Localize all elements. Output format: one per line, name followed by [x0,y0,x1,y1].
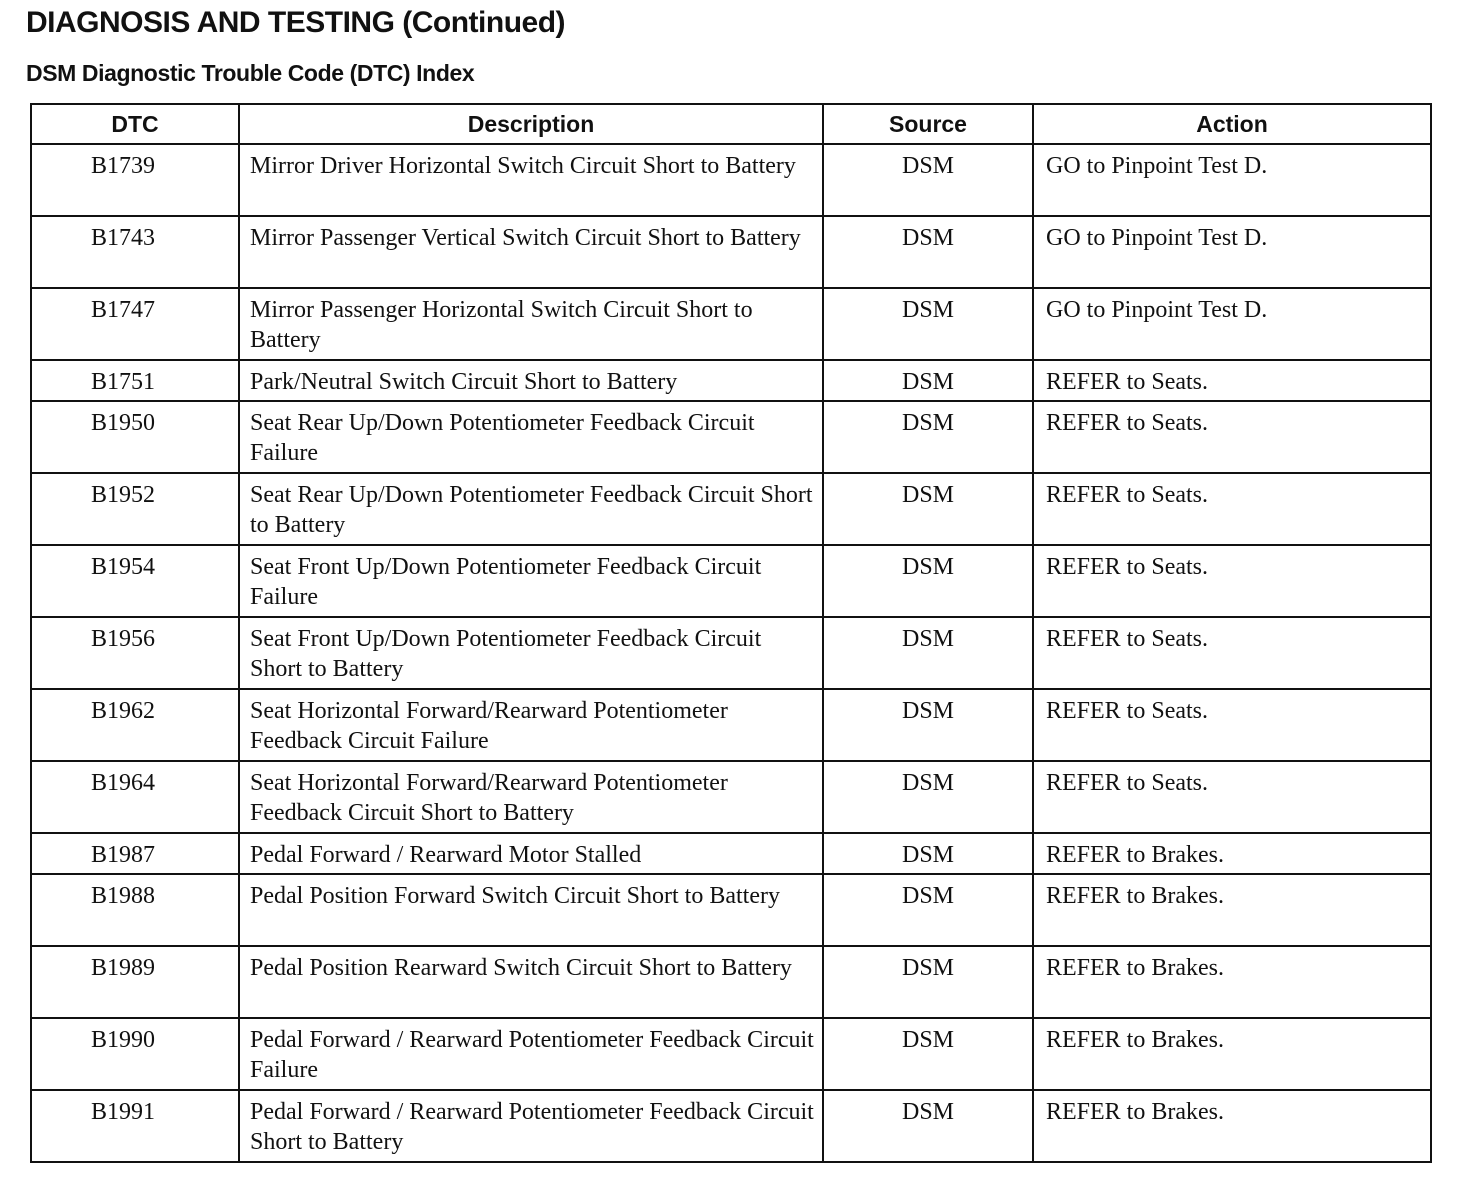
dtc-source: DSM [823,833,1033,874]
dtc-description: Pedal Position Rearward Switch Circuit Short to Battery [239,946,823,1018]
dtc-code: B1743 [31,216,239,288]
dtc-source: DSM [823,946,1033,1018]
dtc-action: REFER to Brakes. [1033,833,1431,874]
dtc-source: DSM [823,288,1033,360]
table-row [31,761,1431,833]
table-row [31,1018,1431,1090]
dtc-source: DSM [823,874,1033,946]
dtc-description: Seat Rear Up/Down Potentiometer Feedback Circuit Short to Battery [239,473,823,545]
dtc-description: Park/Neutral Switch Circuit Short to Battery [239,360,823,401]
dtc-source: DSM [823,360,1033,401]
table-row [31,874,1431,946]
dtc-code: B1739 [31,144,239,216]
dtc-action: GO to Pinpoint Test D. [1033,288,1431,360]
dtc-code: B1962 [31,689,239,761]
table-row [31,545,1431,617]
dtc-description: Seat Front Up/Down Potentiometer Feedback Circuit Short to Battery [239,617,823,689]
dtc-source: DSM [823,761,1033,833]
dtc-code: B1950 [31,401,239,473]
table-row [31,689,1431,761]
dtc-description: Seat Rear Up/Down Potentiometer Feedback Circuit Failure [239,401,823,473]
dtc-code: B1990 [31,1018,239,1090]
dtc-description: Mirror Passenger Vertical Switch Circuit Short to Battery [239,216,823,288]
dtc-action: REFER to Seats. [1033,617,1431,689]
table-row [31,360,1431,401]
dtc-action: REFER to Seats. [1033,473,1431,545]
dtc-action: REFER to Brakes. [1033,1090,1431,1162]
table-row [31,1090,1431,1162]
column-header-action: Action [1033,104,1431,144]
table-row [31,617,1431,689]
table-row [31,401,1431,473]
dtc-code: B1989 [31,946,239,1018]
dtc-description: Seat Horizontal Forward/Rearward Potentiometer Feedback Circuit Failure [239,689,823,761]
dtc-action: REFER to Seats. [1033,689,1431,761]
dtc-index-table [30,103,1432,1163]
dtc-action: REFER to Brakes. [1033,946,1431,1018]
dtc-source: DSM [823,401,1033,473]
dtc-description: Seat Horizontal Forward/Rearward Potentiometer Feedback Circuit Short to Battery [239,761,823,833]
dtc-source: DSM [823,144,1033,216]
table-row [31,473,1431,545]
table-header-row [31,104,1431,144]
dtc-code: B1988 [31,874,239,946]
dtc-code: B1952 [31,473,239,545]
dtc-description: Mirror Driver Horizontal Switch Circuit Short to Battery [239,144,823,216]
dtc-code: B1954 [31,545,239,617]
dtc-description: Pedal Forward / Rearward Motor Stalled [239,833,823,874]
column-header-source: Source [823,104,1033,144]
column-header-description: Description [239,104,823,144]
dtc-action: GO to Pinpoint Test D. [1033,144,1431,216]
dtc-source: DSM [823,689,1033,761]
dtc-action: REFER to Seats. [1033,360,1431,401]
column-header-dtc: DTC [31,104,239,144]
page-title: DIAGNOSIS AND TESTING (Continued) [26,6,566,39]
dtc-code: B1964 [31,761,239,833]
dtc-source: DSM [823,473,1033,545]
dtc-description: Mirror Passenger Horizontal Switch Circuit Short to Battery [239,288,823,360]
dtc-action: REFER to Seats. [1033,545,1431,617]
dtc-source: DSM [823,1090,1033,1162]
dtc-description: Seat Front Up/Down Potentiometer Feedback Circuit Failure [239,545,823,617]
table-row [31,833,1431,874]
dtc-code: B1987 [31,833,239,874]
table-row [31,946,1431,1018]
table-row [31,144,1431,216]
table-row [31,216,1431,288]
dtc-code: B1747 [31,288,239,360]
dtc-action: REFER to Brakes. [1033,1018,1431,1090]
dtc-source: DSM [823,617,1033,689]
dtc-code: B1991 [31,1090,239,1162]
dtc-code: B1751 [31,360,239,401]
section-title: DSM Diagnostic Trouble Code (DTC) Index [26,60,475,86]
dtc-action: REFER to Seats. [1033,761,1431,833]
dtc-action: REFER to Brakes. [1033,874,1431,946]
dtc-action: GO to Pinpoint Test D. [1033,216,1431,288]
dtc-action: REFER to Seats. [1033,401,1431,473]
dtc-description: Pedal Position Forward Switch Circuit Short to Battery [239,874,823,946]
dtc-description: Pedal Forward / Rearward Potentiometer Feedback Circuit Short to Battery [239,1090,823,1162]
table-row [31,288,1431,360]
dtc-source: DSM [823,545,1033,617]
dtc-source: DSM [823,1018,1033,1090]
dtc-code: B1956 [31,617,239,689]
dtc-source: DSM [823,216,1033,288]
dtc-description: Pedal Forward / Rearward Potentiometer Feedback Circuit Failure [239,1018,823,1090]
